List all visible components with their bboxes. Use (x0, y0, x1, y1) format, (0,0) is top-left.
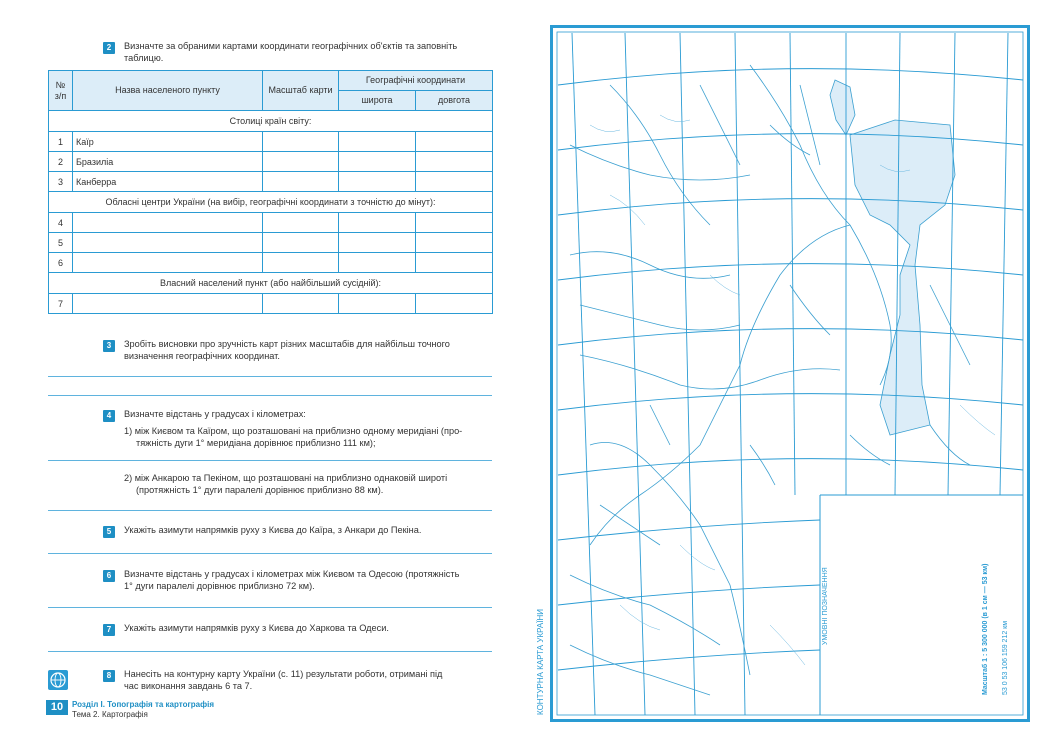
task-3-number: 3 (103, 340, 115, 352)
row-number: 2 (49, 152, 73, 172)
task-6-number: 6 (103, 570, 115, 582)
header-coordinates: Географічні координати (339, 71, 493, 91)
task-5-number: 5 (103, 526, 115, 538)
row-name-cell[interactable] (73, 233, 263, 253)
answer-line[interactable] (48, 553, 492, 554)
task-3-line2: визначення географічних координат. (124, 351, 280, 361)
footer-topic: Тема 2. Картографія (72, 710, 148, 719)
table-row (49, 233, 493, 253)
row-scale-cell[interactable] (263, 253, 339, 273)
task-2-text-line1: Визначте за обраними картами координати географічних об'єктів та заповніть (124, 41, 458, 51)
row-lat-cell[interactable] (339, 233, 416, 253)
task-6-line1: Визначте відстань у градусах і кілометрах між Києвом та Одесою (протяжність (124, 569, 460, 579)
row-lat-cell[interactable] (339, 152, 416, 172)
row-lon-cell[interactable] (416, 213, 493, 233)
row-name: Бразиліа (73, 152, 263, 172)
task-4-item1-line1: 1) між Києвом та Каїром, що розташовані на приблизно одному меридіані (про- (124, 426, 463, 436)
answer-line[interactable] (48, 510, 492, 511)
task-4-item2-line1: 2) між Анкарою та Пекіном, що розташовані на приблизно однаковій широті (124, 473, 448, 483)
row-lat-cell[interactable] (339, 294, 416, 314)
globe-icon (48, 670, 68, 690)
row-name-cell[interactable] (73, 294, 263, 314)
header-latitude: широта (339, 91, 416, 111)
task-5-text: Укажіть азимути напрямків руху з Києва до Каїра, з Анкари до Пекіна. (124, 525, 422, 535)
task-8-line1: Нанесіть на контурну карту України (с. 11) результати роботи, отримані під (124, 669, 443, 679)
map-legend-title: УМОВНІ ПОЗНАЧЕННЯ (822, 567, 829, 645)
row-scale-cell[interactable] (263, 172, 339, 192)
task-3-line1: Зробіть висновки про зручність карт різних масштабів для найбільш точного (124, 339, 450, 349)
section-capitals: Столиці країн світу: (49, 111, 493, 132)
section-oblast-centers: Обласні центри України (на вибір, географічні координати з точністю до мінут): (49, 192, 493, 213)
table-row (49, 152, 493, 172)
task-4-number: 4 (103, 410, 115, 422)
task-6-line2: 1° дуги паралелі дорівнює приблизно 72 км). (124, 581, 315, 591)
header-scale: Масштаб карти (263, 71, 339, 111)
row-lat-cell[interactable] (339, 213, 416, 233)
answer-line[interactable] (48, 395, 492, 396)
map-frame (552, 27, 1029, 721)
coordinates-table (48, 70, 493, 314)
row-scale-cell[interactable] (263, 152, 339, 172)
header-longitude: довгота (416, 91, 493, 111)
row-name: Каїр (73, 132, 263, 152)
table-row (49, 132, 493, 152)
row-number: 1 (49, 132, 73, 152)
row-lon-cell[interactable] (416, 294, 493, 314)
answer-line[interactable] (48, 376, 492, 377)
row-scale-cell[interactable] (263, 233, 339, 253)
table-row (49, 253, 493, 273)
contour-map-drawing (550, 25, 1030, 722)
answer-line[interactable] (48, 460, 492, 461)
task-4-item2-line2: (протяжність 1° дуги паралелі дорівнює приблизно 88 км). (136, 485, 384, 495)
row-scale-cell[interactable] (263, 294, 339, 314)
row-number: 4 (49, 213, 73, 233)
row-lon-cell[interactable] (416, 132, 493, 152)
row-number: 5 (49, 233, 73, 253)
footer-section: Розділ I. Топографія та картографія (72, 700, 215, 709)
task-2-text-line2: таблицю. (124, 53, 164, 63)
map-scale: Масштаб 1 : 5 300 000 (в 1 см — 53 км) (982, 563, 989, 695)
task-7-number: 7 (103, 624, 115, 636)
task-7-text: Укажіть азимути напрямків руху з Києва до Харкова та Одеси. (124, 623, 389, 633)
map-scale-ticks: 53 0 53 106 159 212 км (1002, 620, 1009, 695)
row-lon-cell[interactable] (416, 152, 493, 172)
header-name: Назва населеного пункту (73, 71, 263, 111)
table-row (49, 213, 493, 233)
header-number: № з/п (49, 71, 73, 111)
section-own-settlement: Власний населений пункт (або найбільший сусідній): (49, 273, 493, 294)
row-lat-cell[interactable] (339, 172, 416, 192)
table-row (49, 294, 493, 314)
row-lat-cell[interactable] (339, 132, 416, 152)
answer-line[interactable] (48, 651, 492, 652)
row-scale-cell[interactable] (263, 213, 339, 233)
row-lon-cell[interactable] (416, 253, 493, 273)
contour-map (536, 25, 1030, 722)
row-number: 6 (49, 253, 73, 273)
task-4-intro: Визначте відстань у градусах і кілометрах: (124, 409, 306, 419)
task-8-line2: час виконання завдань 6 та 7. (124, 681, 253, 691)
task-4-item1-line2: тяжність дуги 1° меридіана дорівнює приблизно 111 км); (136, 438, 376, 448)
row-lon-cell[interactable] (416, 233, 493, 253)
row-number: 3 (49, 172, 73, 192)
page-number: 10 (46, 700, 68, 715)
map-title: КОНТУРНА КАРТА УКРАЇНИ (536, 609, 545, 715)
task-8-number: 8 (103, 670, 115, 682)
row-number: 7 (49, 294, 73, 314)
row-scale-cell[interactable] (263, 132, 339, 152)
row-name: Канберра (73, 172, 263, 192)
row-name-cell[interactable] (73, 213, 263, 233)
answer-line[interactable] (48, 607, 492, 608)
row-lon-cell[interactable] (416, 172, 493, 192)
task-2-number: 2 (103, 42, 115, 54)
table-row (49, 172, 493, 192)
row-lat-cell[interactable] (339, 253, 416, 273)
row-name-cell[interactable] (73, 253, 263, 273)
